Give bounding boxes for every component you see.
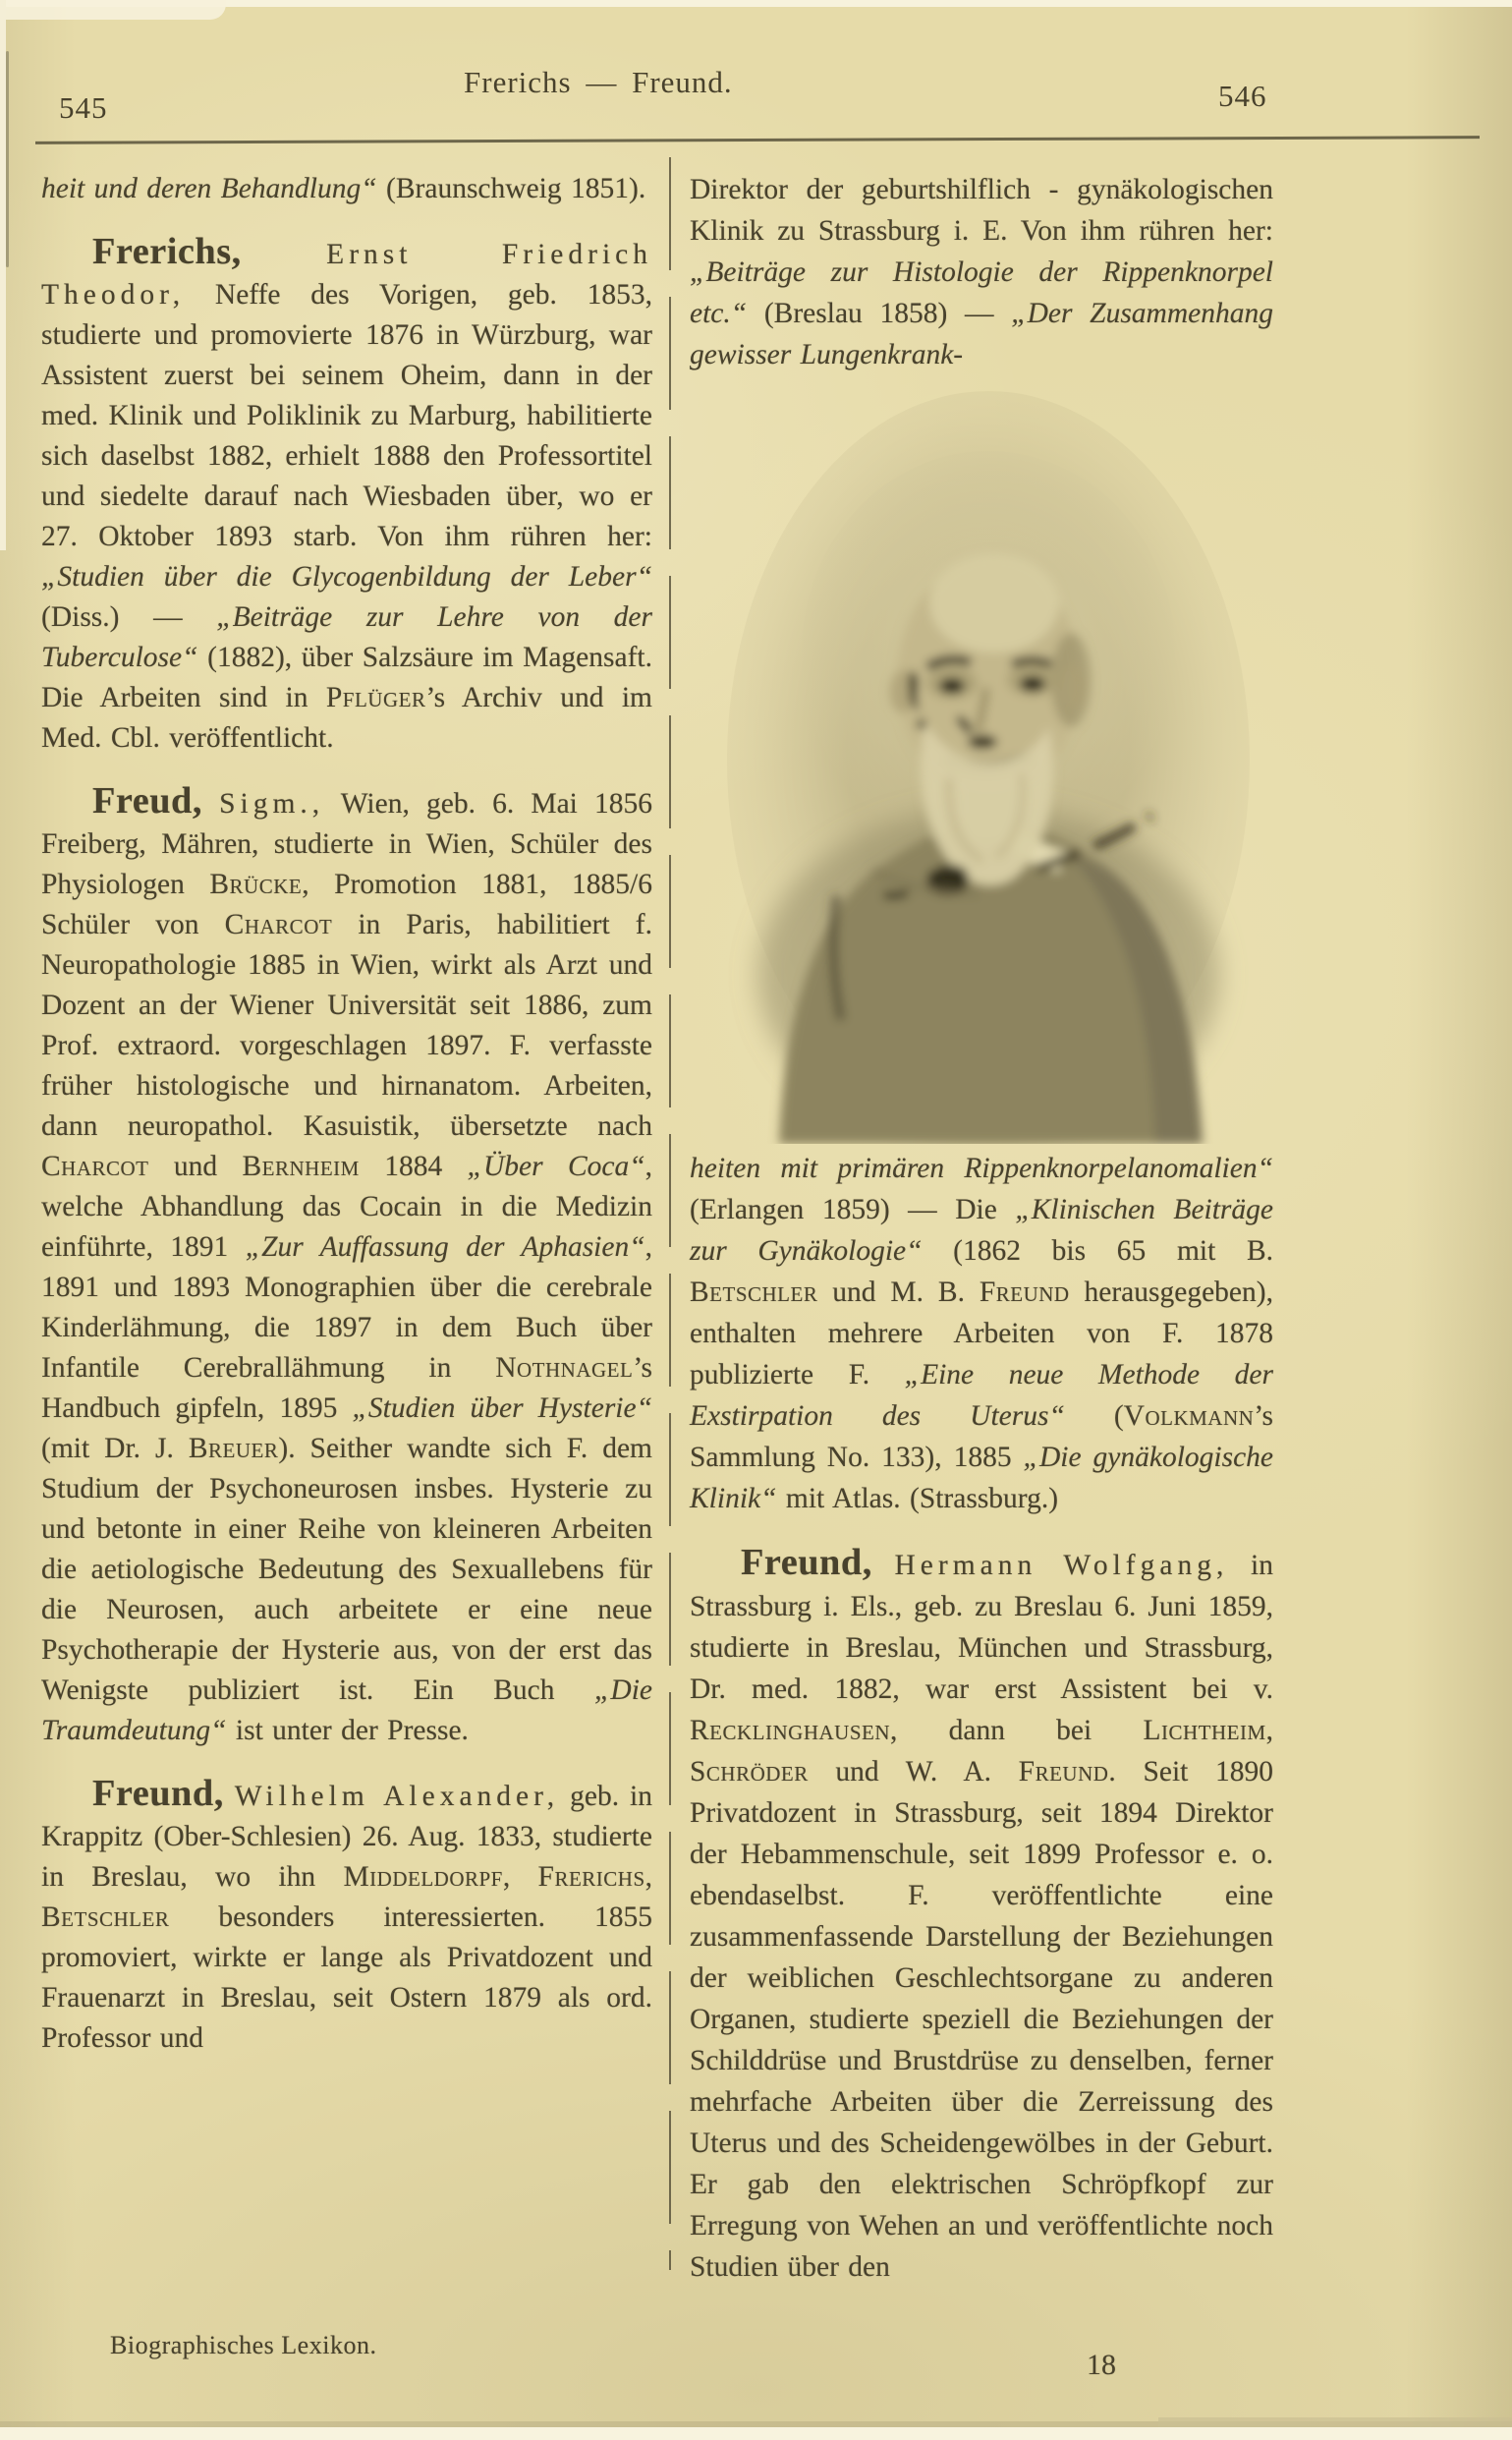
sheet-number: 18 xyxy=(1087,2349,1116,2381)
entry-freund-wilhelm-continuation-2: heiten mit primären Rippenknorpelanomalien“ (Erlangen 1859) — Die „Klinischen Beiträge zur Gynäkologie“ (1862 bis 65 mit B. Betschler und M. B. Freund herausgegeben), enthalten mehrere Arbeiten von F. 1878 publizierte F. „Eine neue Methode der Exstirpation des Uterus“ (Volkmann’s Sammlung No. 133), 1885 „Die gynäkologische Klinik“ mit Atlas. (Strassburg.) xyxy=(690,1153,1274,1514)
entry-freund-wilhelm-continuation: Direktor der geburtshilflich - gynäkologischen Klinik zu Strassburg i. E. Von ihm rühren her: „Beiträge zur Histologie der Rippenknorpel etc.“ (Breslau 1858) — „Der Zusammenhang gewisser Lungenkrank- xyxy=(690,174,1273,370)
scan-edge-top-corner xyxy=(0,0,226,20)
scan-edge-left-line xyxy=(6,51,9,267)
scan-edge-bottom-blotch xyxy=(1158,2417,1512,2427)
right-column xyxy=(690,169,1273,2288)
page-number-right: 546 xyxy=(1218,79,1267,113)
portrait-photo xyxy=(725,385,1256,1144)
running-title: Frerichs — Freund. xyxy=(464,65,733,99)
column-divider xyxy=(669,157,671,2270)
left-column xyxy=(41,169,652,2059)
entry-frerichs: Frerichs, Ernst Friedrich Theodor, Neffe des Vorigen, geb. 1853, studierte und promovierte 1876 in Würzburg, war Assistent zuerst bei seinem Oheim, dann in der med. Klinik und Poliklinik zu Marburg, habilitierte sich daselbst 1882, erhielt 1888 den Professortitel und siedelte darauf nach Wiesbaden über, wo er 27. Oktober 1893 starb. Von ihm rühren her: „Studien über die Glycogenbildung der Leber“ (Diss.) — „Beiträge zur Lehre von der Tuberculose“ (1882), über Salzsäure im Magensaft. Die Arbeiten sind in Pflüger’s Archiv und im Med. Cbl. veröffentlicht. xyxy=(41,231,653,754)
entry-freund-wilhelm: Freund, Wilhelm Alexander, geb. in Krappitz (Ober-Schlesien) 26. Aug. 1833, studierte in Breslau, wo ihn Middeldorpf, Frerichs, Betschler besonders interessierten. 1855 promoviert, wirkte er lange als Privatdozent und Frauenarzt in Breslau, seit Ostern 1879 als ord. Professor und xyxy=(41,1773,653,2054)
entry-freud: Freud, Sigm., Wien, geb. 6. Mai 1856 Freiberg, Mähren, studierte in Wien, Schüler des Physiologen Brücke, Promotion 1881, 1885/6 Schüler von Charcot in Paris, habilitiert f. Neuropathologie 1885 in Wien, wirkt als Arzt und Dozent an der Wiener Universität seit 1886, zum Prof. extraord. vorgeschlagen 1897. F. verfasste früher histologische und hirnanatom. Arbeiten, dann neuropathol. Kasuistik, übersetzte nach Charcot und Bernheim 1884 „Über Coca“, welche Abhandlung das Cocain in die Medizin einführte, 1891 „Zur Auffassung der Aphasien“, 1891 und 1893 Monographien über die cerebrale Kinderlähmung, die 1897 in dem Buch über Infantile Cerebrallähmung in Nothnagel’s Handbuch gipfeln, 1895 „Studien über Hysterie“ (mit Dr. J. Breuer). Seither wandte sich F. dem Studium der Psychoneurosen insbes. Hysterie zu und betonte in einer Reihe von kleineren Arbeiten die aetiologische Bedeutung des Sexuallebens für die Neurosen, auch arbeitete er eine neue Psychotherapie der Hysterie aus, von der erst das Wenigste publiziert ist. Ein Buch „Die Traumdeutung“ ist unter der Presse. xyxy=(41,780,652,1746)
signature-note: Biographisches Lexikon. xyxy=(110,2331,377,2359)
scan-edge-top xyxy=(0,0,1512,7)
scan-edge-bottom xyxy=(0,2427,1512,2440)
portrait-photo-illustration xyxy=(725,385,1256,1144)
page-number-left: 545 xyxy=(59,90,108,125)
header-rule xyxy=(35,136,1480,144)
entry-freund-hermann: Freund, Hermann Wolfgang, in Strassburg i. Els., geb. zu Breslau 6. Juni 1859, studierte in Breslau, München und Strassburg, Dr. med. 1882, war erst Assistent bei v. Recklinghausen, dann bei Lichtheim, Schröder und W. A. Freund. Seit 1890 Privatdozent in Strassburg, seit 1894 Direktor der Hebammenschule, seit 1899 Professor e. o. ebendaselbst. F. veröffentlichte eine zusammenfassende Darstellung der Beziehungen der weiblichen Geschlechtsorgane zu anderen Organen, studierte speziell die Beziehungen der Schilddrüse und Brustdrüse zu denselben, ferner mehrfache Arbeiten über die Zerreissung des Uterus und des Scheidengewölbes in der Geburt. Er gab den elektrischen Schröpfkopf zur Erregung von Wehen an und veröffentlichte noch Studien über den xyxy=(690,1542,1273,2283)
previous-entry-continuation: heit und deren Behandlung“ (Braunschweig 1851). xyxy=(41,173,646,204)
